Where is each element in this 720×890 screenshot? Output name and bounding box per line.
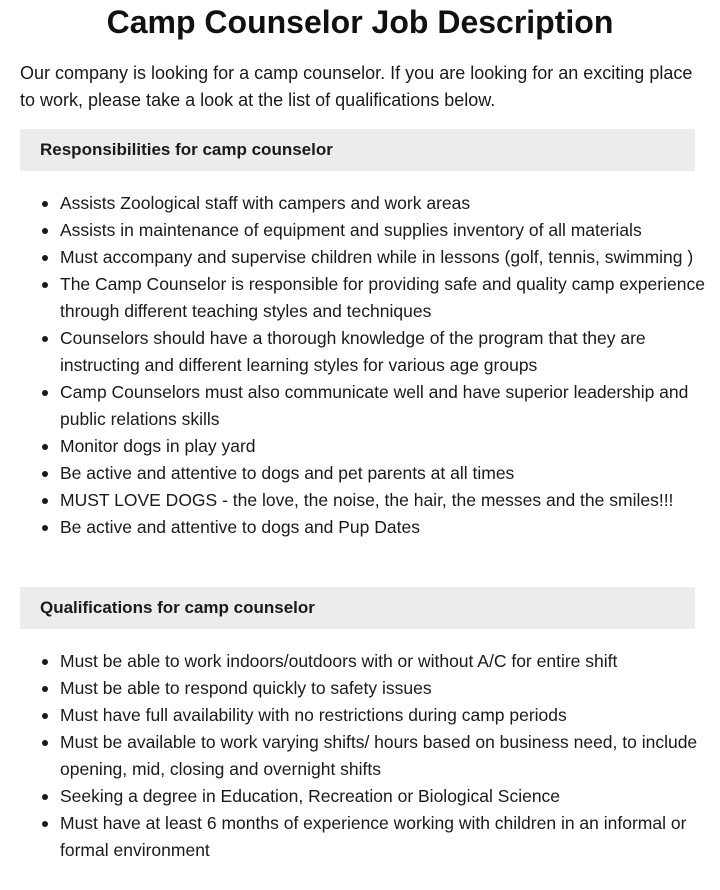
list-item-text: Counselors should have a thorough knowledge of the program that they are instructing and different learning styles for various age groups: [60, 328, 646, 375]
list-item-text: MUST LOVE DOGS - the love, the noise, the hair, the messes and the smiles!!!: [60, 490, 674, 510]
list-item: [60, 460, 710, 487]
list-item: [60, 433, 710, 460]
responsibilities-heading: Responsibilities for camp counselor: [20, 129, 695, 171]
bullet-icon: [42, 336, 48, 342]
bullet-icon: [42, 201, 48, 207]
list-item-text: Must be able to work indoors/outdoors with or without A/C for entire shift: [60, 651, 618, 671]
list-item-text: Be active and attentive to dogs and Pup Dates: [60, 517, 420, 537]
list-item: [60, 244, 710, 271]
list-item: [60, 217, 710, 244]
list-item: [60, 648, 710, 675]
list-item: [60, 675, 710, 702]
bullet-icon: [42, 525, 48, 531]
list-item-text: Must have at least 6 months of experience working with children in an informal or formal environment: [60, 813, 687, 860]
bullet-icon: [42, 255, 48, 261]
bullet-icon: [42, 740, 48, 746]
qualifications-heading: Qualifications for camp counselor: [20, 587, 695, 629]
list-item-text: The Camp Counselor is responsible for providing safe and quality camp experience through different teaching styles and techniques: [60, 274, 705, 321]
bullet-icon: [42, 471, 48, 477]
list-item-text: Camp Counselors must also communicate well and have superior leadership and public relations skills: [60, 382, 689, 429]
bullet-icon: [42, 713, 48, 719]
list-item: [60, 190, 710, 217]
list-item: [60, 702, 710, 729]
bullet-icon: [42, 498, 48, 504]
list-item-text: Must have full availability with no restrictions during camp periods: [60, 705, 567, 725]
list-item: [60, 514, 710, 541]
list-item-text: Must be available to work varying shifts/ hours based on business need, to include opening, mid, closing and overnight shifts: [60, 732, 698, 779]
page-title: Camp Counselor Job Description: [106, 4, 614, 40]
bullet-icon: [42, 228, 48, 234]
list-item: [60, 271, 710, 325]
bullet-icon: [42, 390, 48, 396]
list-item: [60, 325, 710, 379]
bullet-icon: [42, 686, 48, 692]
list-item-text: Must accompany and supervise children while in lessons (golf, tennis, swimming ): [60, 247, 694, 267]
list-item: [60, 379, 710, 433]
list-item-text: Assists Zoological staff with campers and work areas: [60, 193, 471, 213]
list-item-text: Assists in maintenance of equipment and supplies inventory of all materials: [60, 220, 642, 240]
list-item-text: Must be able to respond quickly to safety issues: [60, 678, 432, 698]
bullet-icon: [42, 659, 48, 665]
list-item-text: Be active and attentive to dogs and pet parents at all times: [60, 463, 515, 483]
list-item: [60, 729, 710, 783]
list-item: [60, 783, 710, 810]
list-item: [60, 810, 710, 864]
intro-paragraph: Our company is looking for a camp counselor. If you are looking for an exciting place to work, please take a look at the list of qualifications below.: [20, 63, 693, 110]
bullet-icon: [42, 821, 48, 827]
bullet-icon: [42, 794, 48, 800]
list-item-text: Seeking a degree in Education, Recreation or Biological Science: [60, 786, 561, 806]
list-item-text: Monitor dogs in play yard: [60, 436, 256, 456]
bullet-icon: [42, 444, 48, 450]
responsibilities-list: [20, 190, 710, 541]
qualifications-list: [20, 648, 710, 864]
list-item: [60, 487, 710, 514]
bullet-icon: [42, 282, 48, 288]
